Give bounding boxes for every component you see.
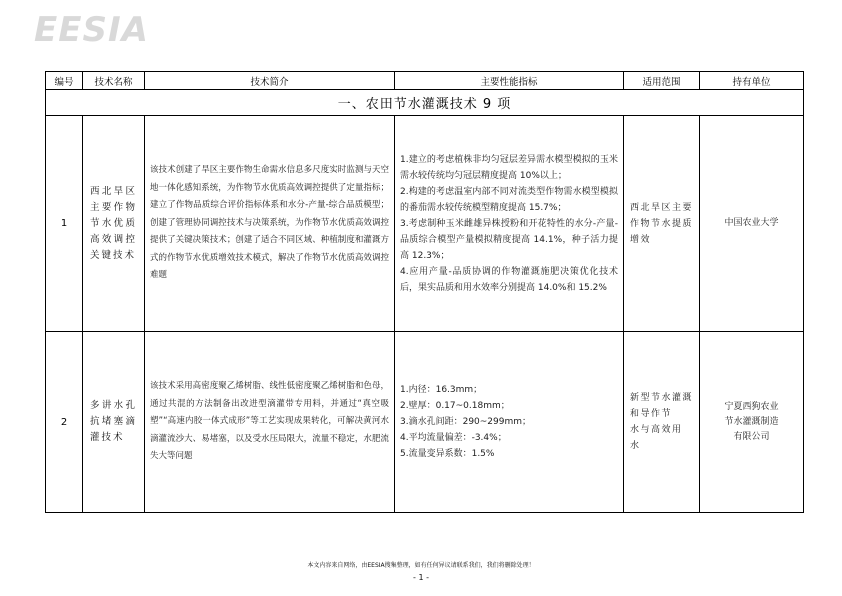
performance-list [395,116,624,332]
footer-disclaimer: 本文内容来自网络，由EESIA搜集整理，如有任何异议请联系我们，我们将删除处理！ [307,562,535,569]
holder-line: 有限公司 [733,431,770,442]
performance-list [395,332,624,513]
row-number: 1 [46,116,83,332]
performance-item: 2.壁厚：0.17~0.18mm； [400,401,510,411]
performance-item: 5.流量变异系数：1.5% [400,449,495,459]
scope-line: 水 [630,441,641,451]
tech-name: 西北旱区主要作物节水优质高效调控关键技术 [83,116,145,332]
scope-line: 新型节水灌溉和导作节 [630,393,694,419]
header-row [46,72,804,90]
scope: 西北旱区主要作物节水提质增效 [624,116,700,332]
scope [624,332,700,513]
performance-item: 3.滴水孔间距：290~299mm； [400,417,532,427]
holder: 中国农业大学 [700,116,804,332]
table-row [46,332,804,513]
header-performance: 主要性能指标 [395,72,624,90]
holder-line: 节水灌溉制造 [724,416,779,427]
table-row [46,116,804,332]
section-row [46,90,804,116]
tech-name: 多讲水孔抗堵塞滴灌技术 [83,332,145,513]
page-number: - 1 - [413,573,429,582]
performance-item: 1.建立的考虑植株非均匀冠层差异需水模型模拟的玉米需水较传统均匀冠层精度提高 10%以上； [400,154,618,181]
performance-item: 3.考虑制种玉米雌雄异株授粉和开花特性的水分-产量-品质综合模型产量模拟精度提高 14.1%，种子活力提高 12.3%； [400,218,618,261]
header-holder: 持有单位 [700,72,804,90]
tech-intro: 该技术采用高密度聚乙烯树脂、线性低密度聚乙烯树脂和色母，通过共混的方法制备出改进型滴灌带专用料，并通过“真空吸塑”“高速内胶一体式成形”等工艺实现成果转化，可解决黄河水滴灌流沙大、易堵塞，以及受水压局限大，流量不稳定，水肥流失大等问题 [145,332,395,513]
header-tech-name: 技术名称 [83,72,145,90]
technology-table [45,71,804,513]
holder [700,332,804,513]
header-intro: 技术简介 [145,72,395,90]
performance-item: 4.平均流量偏差：-3.4%； [400,433,507,443]
performance-item: 4.应用产量-品质协调的作物灌溉施肥决策优化技术后，果实品质和用水效率分别提高 14.0%和 15.2% [400,266,618,293]
scope-line: 水与高效用 [630,425,683,435]
tech-intro: 该技术创建了旱区主要作物生命需水信息多尺度实时监测与天空地一体化感知系统，为作物节水优质高效调控提供了定量指标；建立了作物品质综合评价指标体系和水分-产量-综合品质模型；创建了管理协同调控技术与决策系统，为作物节水优质高效调控提供了关键决策技术；创建了适合不同区域、种植制度和灌溉方式的作物节水优质增效技术模式，解决了作物节水优质高效调控难题 [145,116,395,332]
row-number: 2 [46,332,83,513]
section-title: 一、农田节水灌溉技术 9 项 [46,90,804,116]
header-number: 编号 [46,72,83,90]
holder-line: 宁夏西狗农业 [724,401,779,412]
performance-item: 1.内径：16.3mm； [400,385,483,395]
performance-item: 2.构建的考虑温室内部不同对流类型作物需水模型模拟的番茄需水较传统模型精度提高 15.7%； [400,186,618,213]
header-scope: 适用范围 [624,72,700,90]
eesia-logo: EESIA [34,10,149,50]
